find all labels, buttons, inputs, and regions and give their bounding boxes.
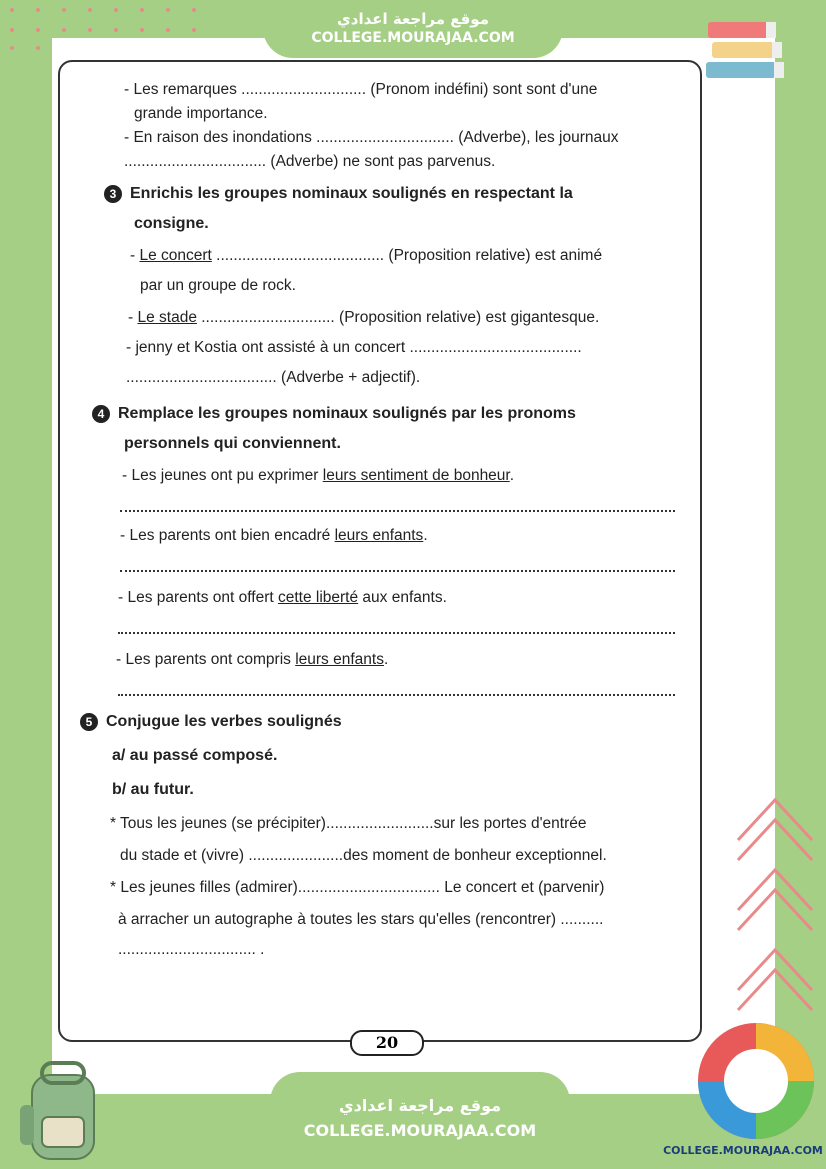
ex4-s2-prefix: - Les parents ont bien encadré — [120, 527, 335, 544]
header-banner — [263, 0, 563, 58]
ex3-a-prefix: - — [130, 247, 140, 264]
ex3-item-a-2: par un groupe de rock. — [140, 277, 296, 294]
ex4-s4-suffix: . — [383, 651, 389, 668]
chevrons-decoration-icon — [730, 790, 820, 1030]
ex3-b-suffix: ............................... (Proposition relative) est gigantesque. — [196, 309, 600, 326]
ex3-title-text: Enrichis les groupes nominaux soulignés en respectant la — [130, 185, 573, 202]
ex4-s2-suffix: . — [423, 527, 428, 544]
exercise-content — [80, 78, 695, 962]
ex5-part-a: a/ au passé composé. — [112, 747, 278, 764]
footer-banner — [270, 1072, 570, 1169]
ex3-a-underlined: Le concert — [139, 247, 212, 264]
header-arabic-title: موقع مراجعة اعدادي — [337, 10, 489, 28]
ex5-line-2: du stade et (vivre) ......................des moment de bonheur exceptionnel. — [120, 847, 607, 864]
ex3-title-2: consigne. — [134, 215, 209, 232]
answer-line-3[interactable] — [118, 618, 675, 634]
ex5-line-1: * Tous les jeunes (se précipiter).........................sur les portes d'entrée — [110, 815, 587, 832]
ex3-item-a — [80, 244, 695, 268]
ex4-title-2: personnels qui conviennent. — [124, 435, 341, 452]
ex4-s1-suffix: . — [509, 467, 515, 484]
ex5-line-3: * Les jeunes filles (admirer)................................. Le concert et (parvenir) — [110, 879, 605, 896]
ex2-line-4: ................................. (Adverbe) ne sont pas parvenus. — [124, 153, 496, 170]
ex4-title-text: Remplace les groupes nominaux soulignés par les pronoms — [118, 405, 576, 422]
page-number: 20 — [350, 1030, 424, 1056]
ex2-line-1: - Les remarques ............................. (Pronom indéfini) sont sont d'une — [124, 81, 598, 98]
ex5-line-4: à arracher un autographe à toutes les stars qu'elles (rencontrer) .......... — [118, 911, 604, 928]
footer-arabic-title: موقع مراجعة اعدادي — [338, 1096, 502, 1115]
ex5-number-badge: 5 — [80, 713, 98, 731]
ex5-part-b: b/ au futur. — [112, 781, 194, 798]
ex4-s1-prefix: - Les jeunes ont pu exprimer — [122, 467, 323, 484]
ex2-line-3: - En raison des inondations ................................ (Adverbe), les journaux — [124, 129, 619, 146]
ex4-s3-suffix: aux enfants. — [358, 589, 447, 606]
ex4-sentence-3 — [80, 586, 695, 610]
ex4-sentence-4 — [80, 648, 695, 672]
ex3-b-prefix: - — [128, 309, 138, 326]
logo-caption: COLLEGE.MOURAJAA.COM — [663, 1144, 823, 1157]
ex5-line-5: ................................ . — [118, 941, 265, 958]
ex3-number-badge: 3 — [104, 185, 122, 203]
answer-line-4[interactable] — [118, 680, 675, 696]
ex2-line-2: grande importance. — [134, 105, 268, 122]
books-icon — [700, 14, 800, 94]
ex4-s2-underlined: leurs enfants — [334, 527, 424, 544]
ex4-s3-underlined: cette liberté — [277, 589, 359, 606]
footer-site-link[interactable]: COLLEGE.MOURAJAA.COM — [303, 1121, 537, 1140]
ex4-sentence-1 — [80, 464, 695, 488]
ex4-s3-prefix: - Les parents ont offert — [118, 589, 278, 606]
ex3-item-c: - jenny et Kostia ont assisté à un concert ........................................ — [126, 339, 582, 356]
ex4-s1-underlined: leurs sentiment de bonheur — [322, 467, 510, 484]
ex3-item-b — [80, 306, 695, 330]
ex4-sentence-2 — [80, 524, 695, 548]
answer-line-1[interactable] — [120, 496, 675, 512]
ex3-item-c-2: ................................... (Adverbe + adjectif). — [126, 369, 421, 386]
answer-line-2[interactable] — [120, 556, 675, 572]
ex4-title — [80, 402, 695, 426]
header-site-link[interactable]: COLLEGE.MOURAJAA.COM — [311, 30, 515, 46]
ex4-s4-prefix: - Les parents ont compris — [116, 651, 296, 668]
ex3-a-suffix: ....................................... (Proposition relative) est animé — [211, 247, 603, 264]
ex5-title — [80, 710, 695, 734]
ex3-b-underlined: Le stade — [137, 309, 197, 326]
ex3-title — [80, 182, 695, 206]
ex5-title-text: Conjugue les verbes soulignés — [106, 713, 342, 730]
backpack-icon — [12, 1055, 112, 1165]
site-logo-icon — [695, 1020, 817, 1142]
ex4-number-badge: 4 — [92, 405, 110, 423]
ex4-s4-underlined: leurs enfants — [295, 651, 384, 668]
